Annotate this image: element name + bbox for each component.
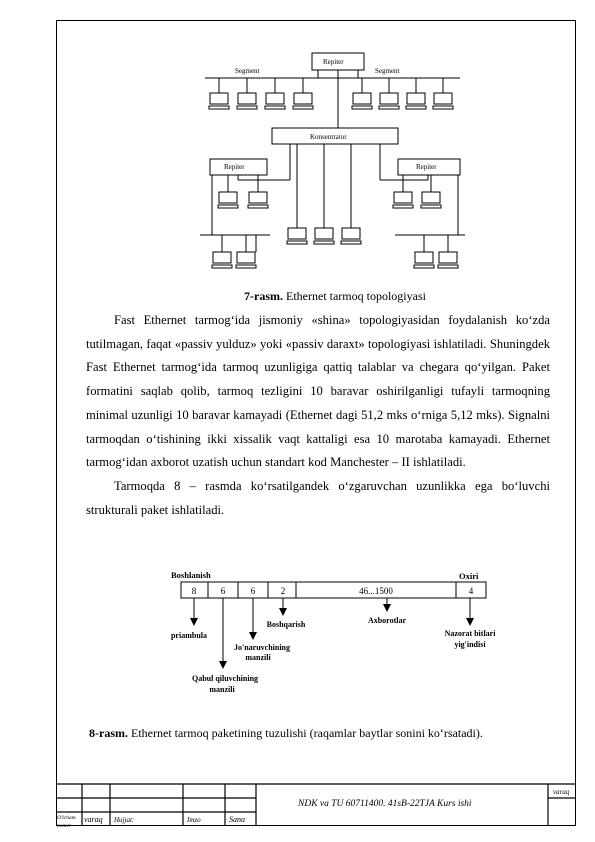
field-src: 6 <box>250 586 256 596</box>
figure-8-packet <box>181 582 486 665</box>
field-fcs: 4 <box>468 586 474 596</box>
repiter-left-label: Repiter <box>224 163 245 171</box>
paragraph-2: Tarmoqda 8 – rasmda ko‘rsatilgandek o‘zgaruvchan uzunlikka ega bo‘luvchi strukturali paket ishlatiladi. <box>86 478 550 517</box>
computer-icon <box>379 93 399 109</box>
tb-sheet-label: varaq <box>553 788 570 796</box>
figure-7-caption-num: 7-rasm. <box>244 289 283 303</box>
tb-size-label: O'lcham <box>57 815 76 821</box>
tb-sana-label: Sana <box>229 815 245 824</box>
computer-icon <box>209 93 229 109</box>
tb-document-name: NDK va TU 60711400. 41sB-22TJA Kurs ishi <box>298 799 472 809</box>
repiter-right-label: Repiter <box>416 163 437 171</box>
ann-sender-2: manzili <box>245 653 271 662</box>
ann-checksum-2: yig'indisi <box>454 640 486 649</box>
ann-sender-1: Jo'naruvchining <box>233 643 291 652</box>
computer-icon <box>341 228 361 244</box>
field-data: 46...1500 <box>359 586 393 596</box>
computer-icon <box>414 252 434 268</box>
ann-checksum-1: Nazorat bitlari <box>444 629 496 638</box>
segment-left-label: Segment <box>235 67 260 75</box>
computer-icon <box>406 93 426 109</box>
computer-icon <box>212 252 232 268</box>
figure-8-caption <box>89 726 483 741</box>
tb-nomer-label: nomer <box>57 823 72 829</box>
figure-8-caption-num: 8-rasm. <box>89 726 128 740</box>
figure-7-caption <box>244 289 426 304</box>
computer-icon <box>237 93 257 109</box>
computer-icon <box>248 192 268 208</box>
ann-receiver-2: manzili <box>209 685 235 694</box>
computer-icon <box>236 252 256 268</box>
concentrator-label: Konsentrator <box>310 133 347 141</box>
figure-8-caption-text: Ethernet tarmoq paketining tuzulishi (raqamlar baytlar sonini ko‘rsatadi). <box>128 726 483 740</box>
tb-varaq-label: varaq <box>84 815 103 824</box>
ann-data: Axborotlar <box>367 616 407 625</box>
computer-icon <box>314 228 334 244</box>
field-dest: 6 <box>220 586 226 596</box>
computer-icon <box>352 93 372 109</box>
tb-imzo-label: Imzo <box>187 816 201 824</box>
ann-receiver-1: Qabul qiluvchining <box>191 674 259 683</box>
field-control: 2 <box>280 586 286 596</box>
computer-icon <box>293 93 313 109</box>
computer-icon <box>287 228 307 244</box>
ann-preamble: priambula <box>170 631 208 640</box>
repiter-top-label: Repiter <box>323 58 344 66</box>
packet-end-label: Oxiri <box>459 571 479 581</box>
segment-right-label: Segment <box>375 67 400 75</box>
computer-icon <box>218 192 238 208</box>
computer-icon <box>393 192 413 208</box>
computer-icon <box>433 93 453 109</box>
packet-start-label: Boshlanish <box>171 570 211 580</box>
field-preamble: 8 <box>191 586 197 596</box>
computer-icon <box>265 93 285 109</box>
body-text <box>86 309 550 522</box>
figure-7-caption-text: Ethernet tarmoq topologiyasi <box>283 289 426 303</box>
ann-control: Boshqarish <box>266 620 306 629</box>
computer-icon <box>421 192 441 208</box>
computer-icon <box>438 252 458 268</box>
tb-hujjat-label: Hujjat: <box>114 816 135 824</box>
paragraph-1: Fast Ethernet tarmog‘ida jismoniy «shina» topologiyasidan foydalanish ko‘zda tutilmagan, faqat «passiv yulduz» yoki «passiv daraxt» topologiyasi ishlatiladi. Shuningdek Fast Ethernet tarmog‘ida tarmoq uzunligiga qattiq talablar va chegara qo‘yilgan. Paket formatini saqlab qolib, tarmoq tezligini 10 baravar oshirilganligi tufayli tarmoqning minimal uzunligi 10 baravar kamayadi (Ethernet dagi 51,2 mks o‘rniga 5,12 mks). Signalni tarmoqdan o‘tishining ikki xissalik vaqt kattaligi esa 10 marotaba kamayadi. Ethernet tarmog‘idan axborot uzatish uchun standart kod Manchester – II ishlatiladi. <box>86 313 550 470</box>
